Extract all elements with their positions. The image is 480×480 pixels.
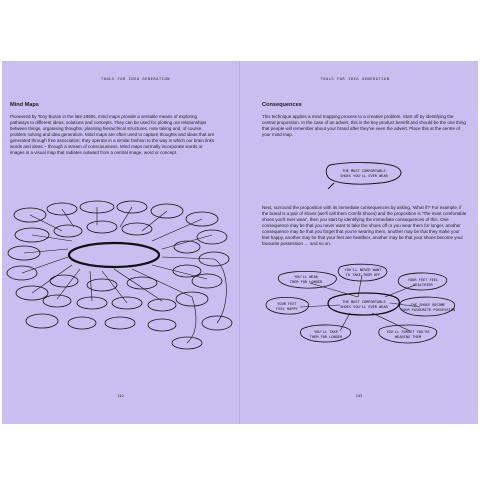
proposition-line-1: THE MOST COMFORTABLE	[342, 169, 386, 173]
consequences-paragraph-2: Next, surround the proposition with its immediate consequences by asking, 'What if?' For example, if the brand is a pair of shoes (we'll call them Comfit Shoes) and the proposition is 'The most comfortable shoes you'll ever wear', then you start by identifying the immediate consequences of this. One consequence may be that you never want to take the shoes off or you wear them for longer, another consequence may be that you forget that you're wearing them, another may be that they make your feet happy, another may be that your feet are healthier, another may be that your shoes become your favourite possession … and so on.	[262, 205, 467, 246]
proposition-sketch	[240, 159, 478, 189]
svg-text:YOU'LL NEVER WANT: YOU'LL NEVER WANT	[344, 268, 382, 272]
left-running-head: TOOLS FOR IDEA GENERATION	[100, 77, 171, 81]
consequence-node	[300, 325, 350, 342]
left-page-title: Mind Maps	[10, 102, 39, 108]
svg-text:YOU'LL WEAR: YOU'LL WEAR	[294, 275, 318, 279]
left-page-number: 142	[117, 394, 124, 398]
svg-text:YOU'LL TAKE: YOU'LL TAKE	[314, 330, 338, 334]
svg-text:YOUR FEET FEEL: YOUR FEET FEEL	[407, 278, 439, 282]
svg-text:YOUR FEET: YOUR FEET	[277, 302, 297, 306]
svg-text:THE MOST COMFORTABLE: THE MOST COMFORTABLE	[342, 300, 386, 304]
book-spread	[2, 61, 478, 424]
svg-text:SHOES YOU'LL EVER WEAR: SHOES YOU'LL EVER WEAR	[340, 305, 388, 309]
mind-map-sketch	[2, 197, 240, 357]
mind-map-bubbles	[7, 201, 232, 349]
svg-text:THEM FOR LONGER: THEM FOR LONGER	[289, 280, 323, 284]
left-page	[2, 61, 240, 424]
svg-text:THEM FOR LONGER: THEM FOR LONGER	[309, 335, 343, 339]
svg-text:WEARING THEM: WEARING THEM	[395, 335, 421, 339]
consequences-map-sketch	[240, 261, 478, 351]
mind-maps-paragraph: Pioneered by Tony Buzan in the late 1960s, mind maps provide a versatile means of exploring pathways to different ideas, solutions and concepts. They can be used for plotting out relationships between things, organising thoughts, planning hierarchical structures, note taking and, of course, problem solving and idea generation. Mind maps are often used to capture thoughts and ideas that are generated through free association; they operate in a similar fashion to the way in which our brain links words and ideas – through a stream of consciousness. Mind maps normally incorporate words or images in a visual map that radiates outward from a central image, word or concept.	[10, 114, 215, 155]
consequence-node	[278, 271, 336, 288]
mind-map-center	[69, 243, 159, 267]
svg-text:YOUR FAVOURITE POSSESSION: YOUR FAVOURITE POSSESSION	[400, 308, 456, 312]
svg-text:THE SHOES BECOME: THE SHOES BECOME	[410, 303, 446, 307]
right-running-head: TOOLS FOR IDEA GENERATION	[320, 77, 390, 81]
svg-text:HEALTHIER: HEALTHIER	[413, 283, 433, 287]
consequence-node	[266, 297, 309, 314]
right-page-title: Consequences	[262, 102, 302, 108]
svg-text:YOU'LL FORGET YOU'RE: YOU'LL FORGET YOU'RE	[386, 330, 430, 334]
right-page	[240, 61, 478, 424]
consequence-node	[399, 297, 455, 316]
svg-text:FEEL HAPPY: FEEL HAPPY	[276, 307, 298, 311]
proposition-line-2: SHOES YOU'LL EVER WEAR	[340, 174, 388, 178]
consequence-node	[398, 273, 447, 290]
consequences-paragraph-1: This technique applies a mind mapping process to a creative problem. Start off by identifying the central proposition. In the case of an advert, this is the key product benefit and should be the one thing that people will remember about your brand after they've seen the advert. Place this at the centre of your mind map.	[262, 114, 466, 137]
svg-text:TO TAKE THEM OFF: TO TAKE THEM OFF	[345, 273, 381, 277]
consequence-node	[379, 325, 437, 343]
consequence-node	[338, 264, 387, 281]
right-page-number: 143	[355, 394, 363, 398]
consequence-center	[328, 293, 399, 315]
mind-map-connectors	[22, 207, 226, 343]
